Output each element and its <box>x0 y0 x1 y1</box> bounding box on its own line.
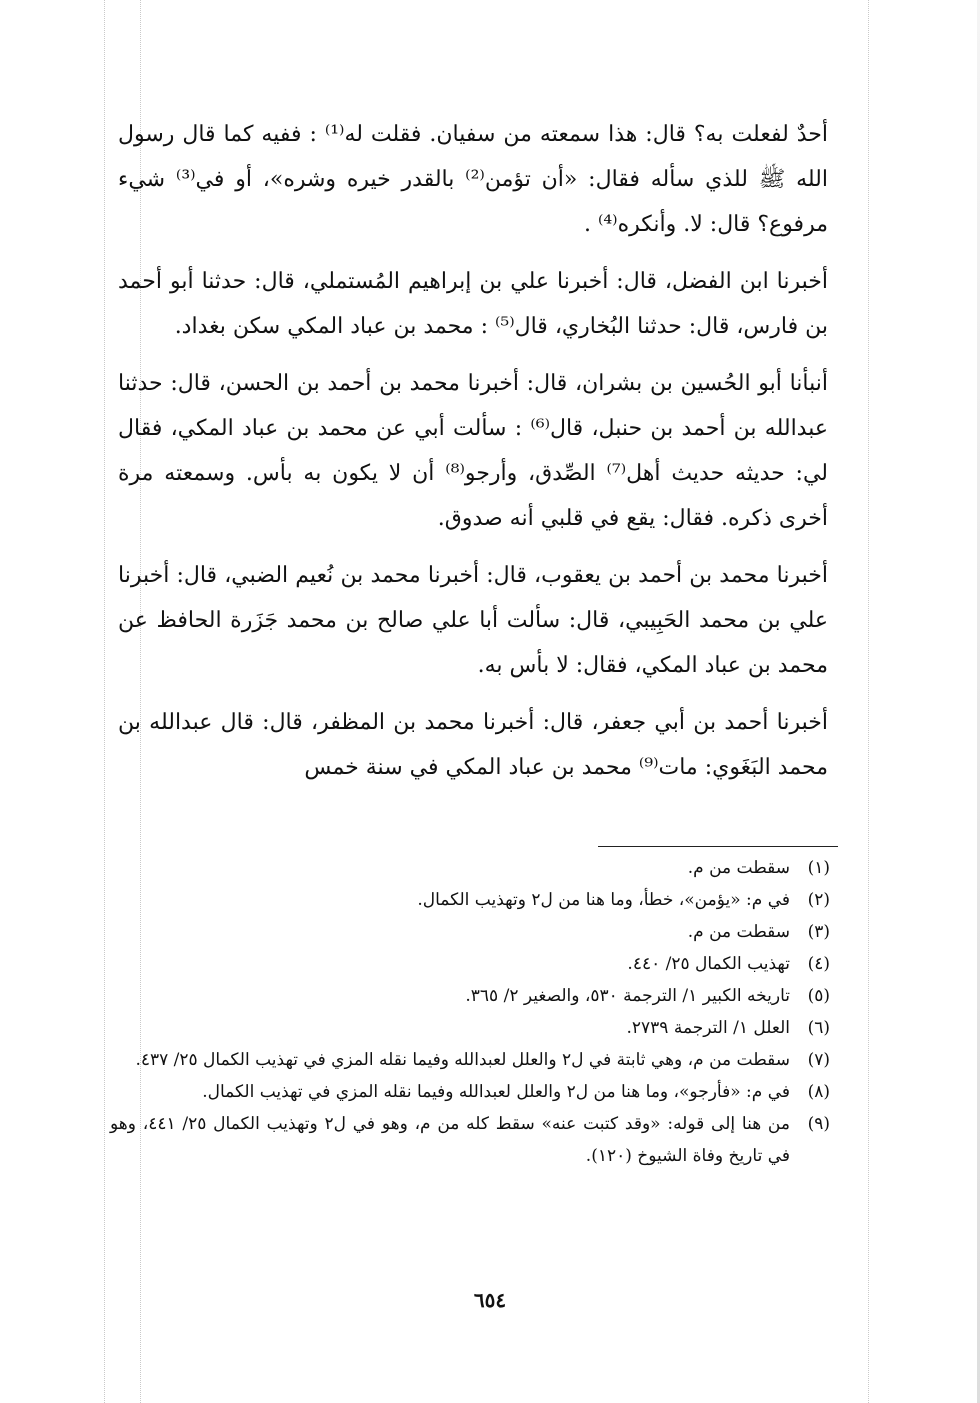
footnote-text: في م: «يؤمن»، خطأ، وما هنا من ل٢ وتهذيب الكمال. <box>417 890 790 910</box>
footnote <box>110 1044 830 1076</box>
footnote <box>110 852 830 884</box>
scan-artifact-line <box>104 0 106 1403</box>
footnote-separator <box>598 846 838 847</box>
footnote <box>110 916 830 948</box>
footnote-number: (٤) <box>807 954 830 974</box>
footnote <box>110 980 830 1012</box>
footnote-text: تهذيب الكمال ٢٥/ ٤٤٠. <box>627 954 790 974</box>
paragraph: أخبرنا أحمد بن أبي جعفر، قال: أخبرنا محمد بن المظفر، قال: قال عبدالله بن محمد البَغَوي: مات⁽⁹⁾ محمد بن عباد المكي في سنة خمس <box>118 710 828 780</box>
footnote-text: سقطت من م. <box>687 858 790 878</box>
footnote-text: من هنا إلى قوله: «وقد كتبت عنه» سقط كله من م، وهو في ل٢ وتهذيب الكمال ٢٥/ ٤٤١، وهو في تاريخ وفاة الشيوخ (١٢٠). <box>110 1114 790 1166</box>
footnote-number: (٧) <box>807 1050 830 1070</box>
footnote-text: سقطت من م. <box>687 922 790 942</box>
footnote-number: (١) <box>807 858 830 878</box>
footnote-text: تاريخه الكبير ١/ الترجمة ٥٣٠، والصغير ٢/ ٣٦٥. <box>465 986 790 1006</box>
page-number: ٦٥٤ <box>473 1288 507 1312</box>
footnote <box>110 1108 830 1172</box>
footnote <box>110 1012 830 1044</box>
footnote-number: (٥) <box>807 986 830 1006</box>
footnote <box>110 1076 830 1108</box>
footnote-number: (٣) <box>807 922 830 942</box>
footnote-text: سقطت من م، وهي ثابتة في ل٢ والعلل لعبدالله وفيما نقله المزي في تهذيب الكمال ٢٥/ ٤٣٧. <box>135 1050 790 1070</box>
paragraph: أحدٌ لفعلت به؟ قال: هذا سمعته من سفيان. فقلت له⁽¹⁾ : ففيه كما قال رسول الله ﷺ للذي سأله فقال: «أن تؤمن⁽²⁾ بالقدر خيره وشره»، أو في⁽³⁾ شيء مرفوع؟ قال: لا. وأنكره⁽⁴⁾ . <box>118 122 828 237</box>
main-text <box>118 112 828 802</box>
footnote-text: في م: «فأرجو»، وما هنا من ل٢ والعلل لعبدالله وفيما نقله المزي في تهذيب الكمال. <box>202 1082 790 1102</box>
paragraph: أخبرنا ابن الفضل، قال: أخبرنا علي بن إبراهيم المُستملي، قال: حدثنا أبو أحمد بن فارس، قال: حدثنا البُخاري، قال⁽⁵⁾ : محمد بن عباد المكي سكن بغداد. <box>118 269 828 339</box>
scan-artifact-line <box>868 0 870 1403</box>
footnote-number: (٩) <box>807 1114 830 1134</box>
footnote <box>110 884 830 916</box>
paragraph: أخبرنا محمد بن أحمد بن يعقوب، قال: أخبرنا محمد بن نُعيم الضبي، قال: أخبرنا علي بن محمد الحَبِيبي، قال: سألت أبا علي صالح بن محمد جَزَرة الحافظ عن محمد بن عباد المكي، فقال: لا بأس به. <box>118 563 828 678</box>
footnote-number: (٦) <box>807 1018 830 1038</box>
footnote-text: العلل ١/ الترجمة ٢٧٣٩. <box>626 1018 790 1038</box>
footnotes <box>110 852 830 1172</box>
footnote-number: (٢) <box>807 890 830 910</box>
footnote-number: (٨) <box>807 1082 830 1102</box>
footnote <box>110 948 830 980</box>
paragraph: أنبأنا أبو الحُسين بن بشران، قال: أخبرنا محمد بن أحمد بن الحسن، قال: حدثنا عبدالله بن أحمد بن حنبل، قال⁽⁶⁾ : سألت أبي عن محمد بن عباد المكي، فقال لي: حديثه حديث أهل⁽⁷⁾ الصِّدق، وأرجو⁽⁸⁾ أن لا يكون به بأس. وسمعته مرة أخرى ذكره. فقال: يقع في قلبي أنه صدوق. <box>118 371 828 531</box>
